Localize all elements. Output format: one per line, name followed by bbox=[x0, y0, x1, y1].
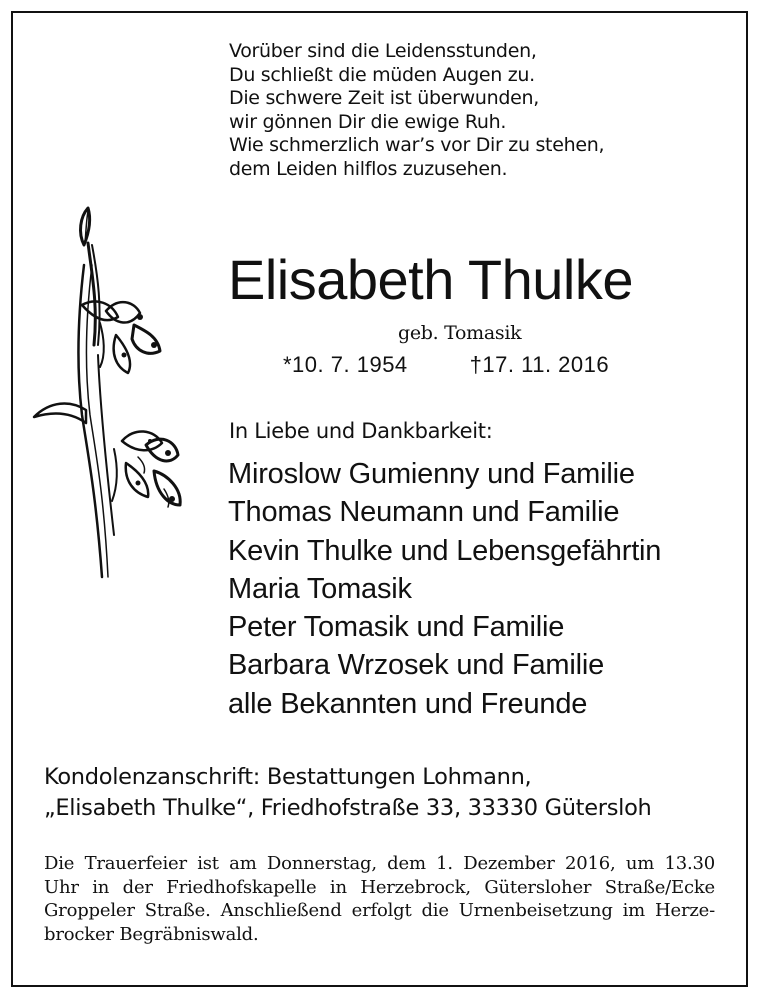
poem-line: Vorüber sind die Leidensstunden, bbox=[229, 40, 537, 62]
ceremony-line: Die Trauerfeier ist am Donnerstag, dem 1. Dezember 2016, um 13.30 bbox=[44, 853, 715, 874]
mourner: Kevin Thulke und Lebensgefährtin bbox=[228, 534, 662, 567]
birth-date: *10. 7. 1954 bbox=[283, 352, 408, 377]
condolence-line: „Elisabeth Thulke“, Friedhofstraße 33, 33330 Gütersloh bbox=[44, 795, 652, 821]
thanks-line: In Liebe und Dankbarkeit: bbox=[229, 419, 493, 443]
ceremony-line: brocker Begräbniswald. bbox=[44, 923, 259, 945]
poem-line: wir gönnen Dir die ewige Ruh. bbox=[229, 110, 507, 133]
mourners-list bbox=[228, 455, 661, 723]
mourner: Miroslow Gumienny und Familie bbox=[228, 458, 635, 490]
poem-line: Wie schmerzlich war’s vor Dir zu stehen, bbox=[229, 134, 605, 157]
death-date: †17. 11. 2016 bbox=[469, 352, 610, 377]
ceremony-info bbox=[44, 852, 715, 946]
poem-line: dem Leiden hilflos zuzusehen. bbox=[229, 157, 508, 180]
mourner: Peter Tomasik und Familie bbox=[228, 611, 565, 644]
mourner: Barbara Wrzosek und Familie bbox=[228, 649, 605, 682]
mourner: Thomas Neumann und Familie bbox=[228, 496, 620, 529]
life-dates bbox=[283, 352, 609, 378]
condolence-line: Kondolenzanschrift: Bestattungen Lohmann, bbox=[44, 764, 532, 790]
poem-line: Die schwere Zeit ist überwunden, bbox=[229, 87, 539, 110]
condolence-address bbox=[44, 762, 652, 824]
lily-flower-icon bbox=[22, 205, 200, 583]
mourner: Maria Tomasik bbox=[228, 572, 412, 605]
poem bbox=[229, 40, 604, 182]
ceremony-line: Groppeler Straße. Anschließend erfolgt die Urnenbeisetzung im Herze- bbox=[44, 900, 715, 921]
maiden-name: geb. Tomasik bbox=[398, 322, 522, 344]
poem-line: Du schließt die müden Augen zu. bbox=[229, 63, 535, 86]
deceased-name: Elisabeth Thulke bbox=[228, 248, 633, 311]
mourner: alle Bekannten und Freunde bbox=[228, 687, 588, 720]
ceremony-line: Uhr in der Friedhofskapelle in Herzebrock, Gütersloher Straße/Ecke bbox=[44, 876, 715, 898]
